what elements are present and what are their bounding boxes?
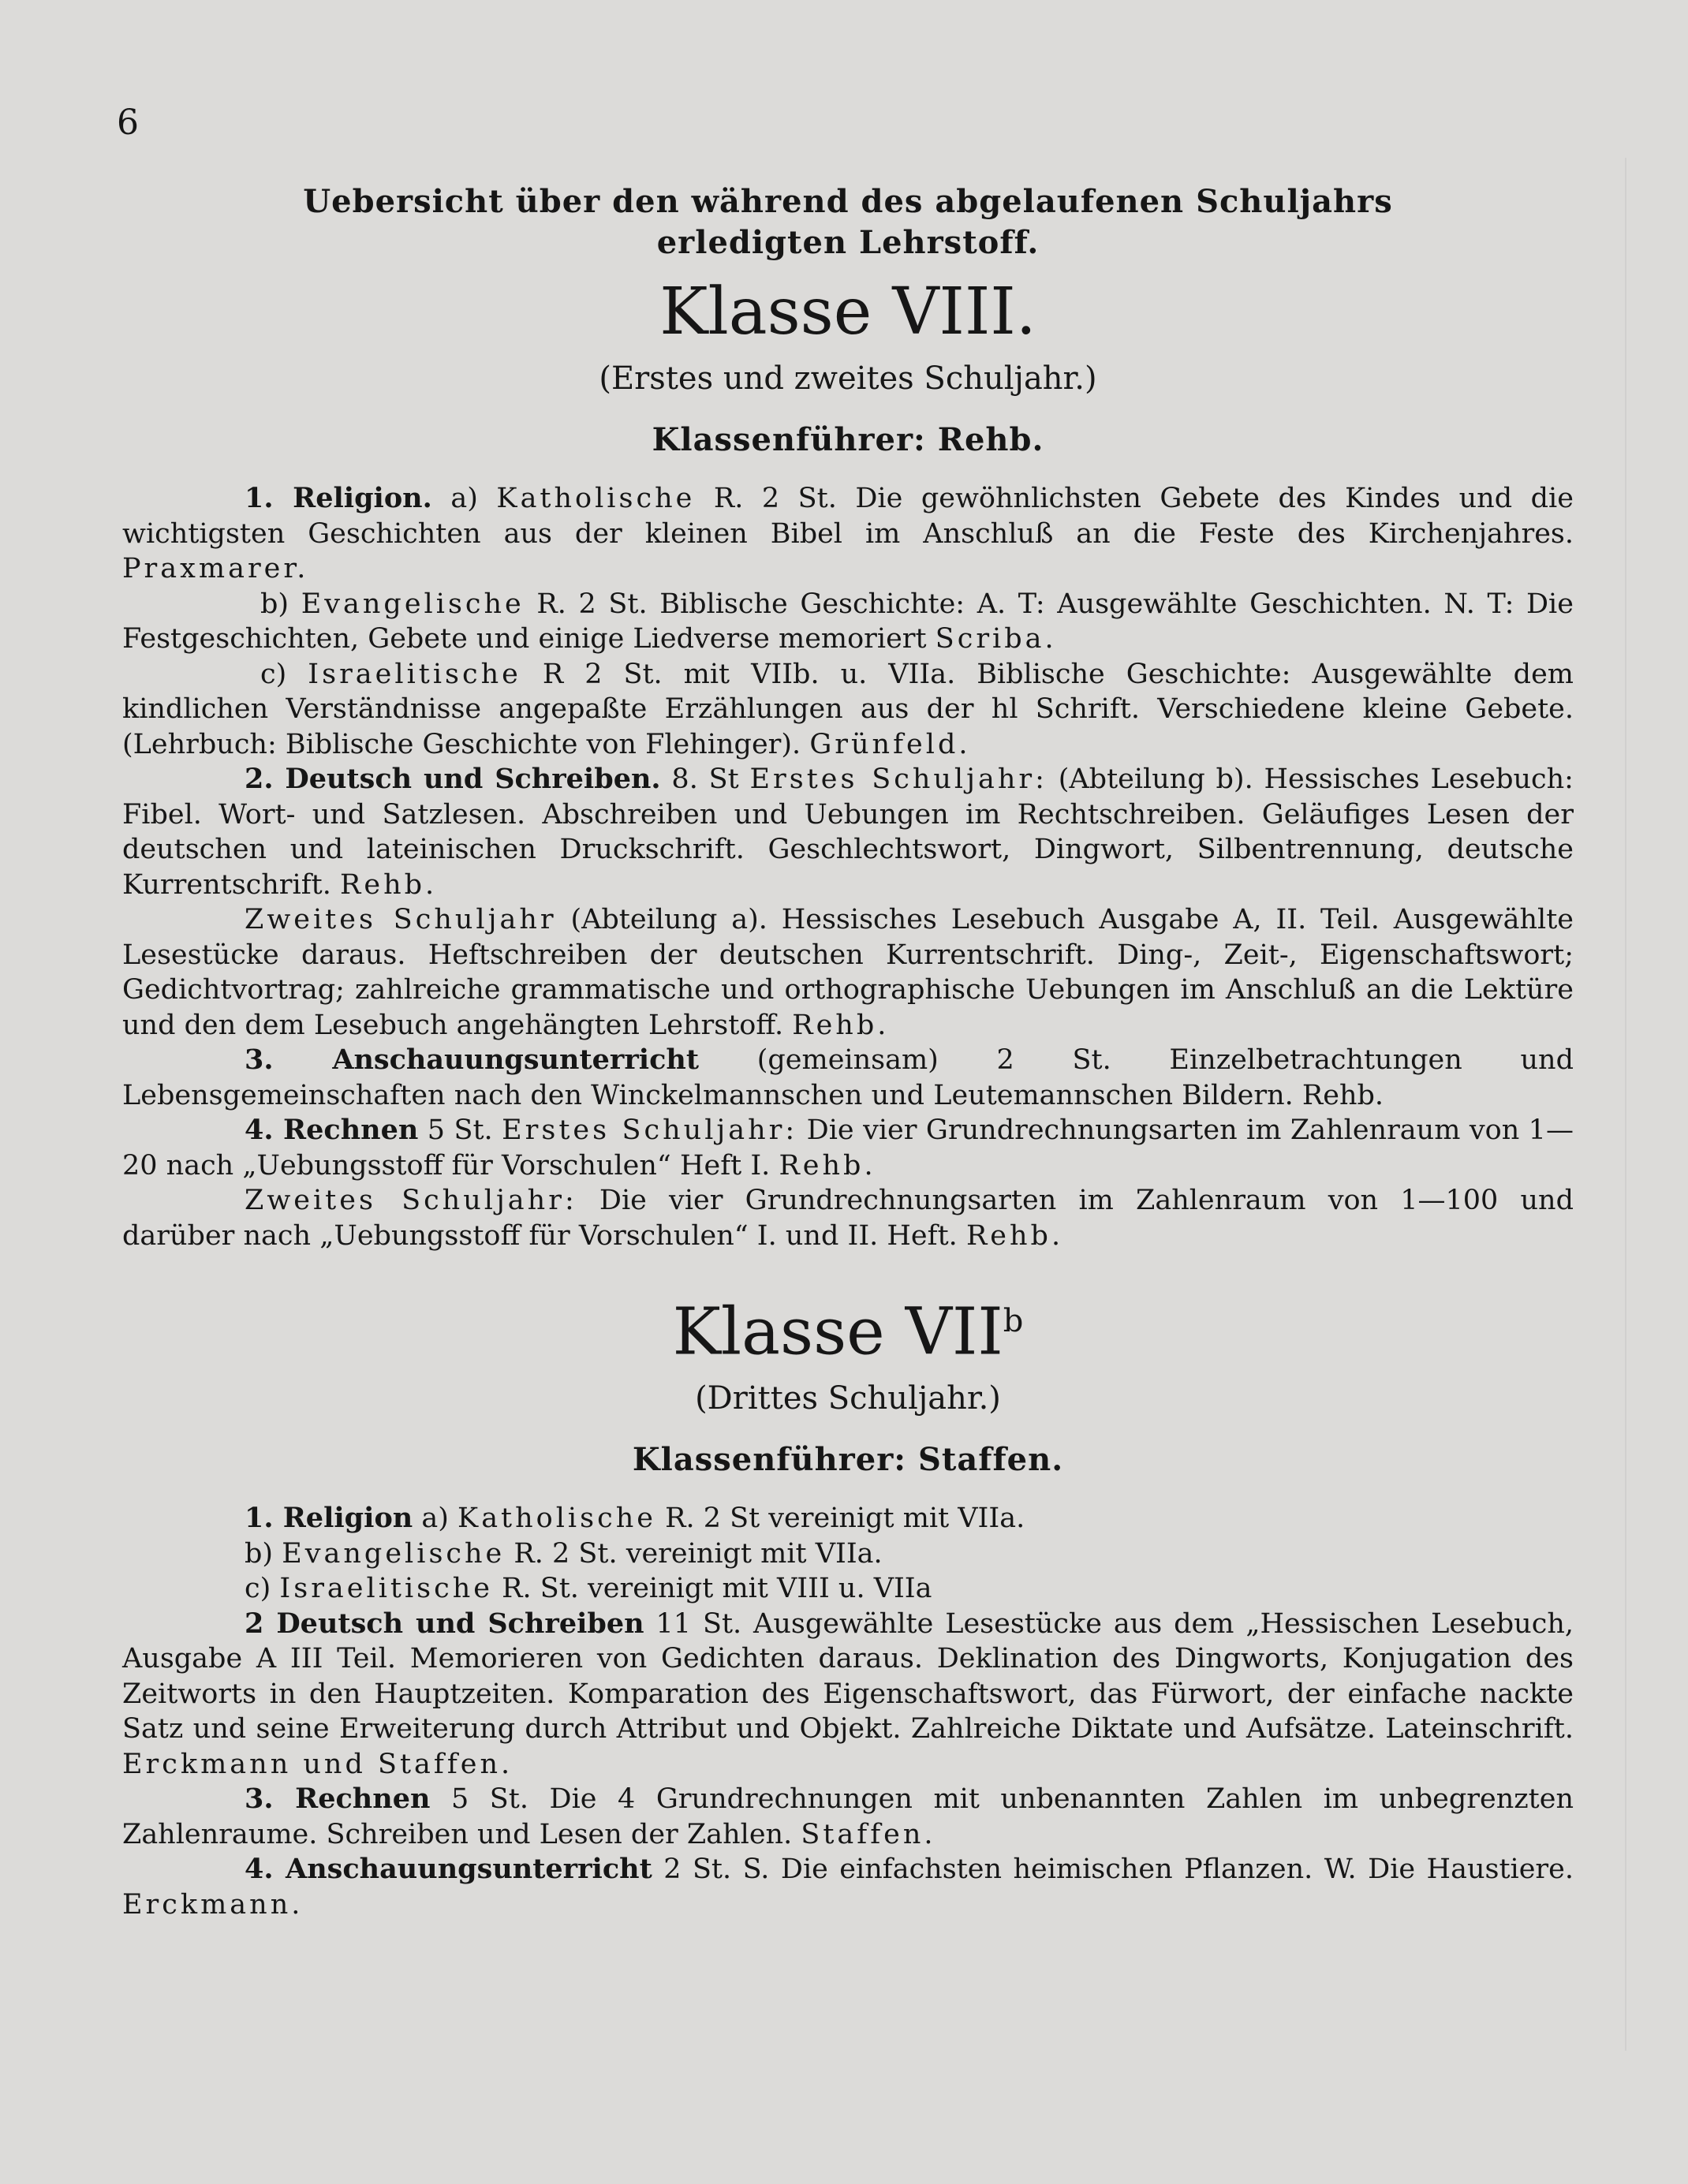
viii-anschauung-teacher: Rehb. (1301, 1079, 1384, 1111)
viib-anschauung (122, 1852, 1574, 1922)
viii-religion-a-marker: a) (450, 483, 478, 514)
viib-deutsch-text: 11 St. Ausgewählte Lesestücke aus dem „Hessischen Lesebuch, Ausgabe A III Teil. Memorieren von Gedichten daraus. Deklination des Dingworts, Konjugation des Zeitworts in den Hauptzeiten. Komparation des Eigenschaftswort, das Fürwort, der einfache nackte Satz und seine Erweiterung durch Attribut und Objekt. Zahlreiche Diktate und Aufsätze. Lateinschrift. (122, 1607, 1574, 1745)
viii-deutsch-1 (122, 762, 1574, 902)
viib-religion-a-marker: a) (421, 1503, 449, 1535)
viii-deutsch-abt1: (Abteilung b). (1058, 763, 1253, 795)
viib-religion-b-text: R. 2 St. vereinigt mit VIIa. (513, 1537, 883, 1570)
viii-religion-c-marker: c) (260, 658, 287, 690)
viib-religion-c (122, 1571, 1574, 1607)
viib-religion-a-text: R. 2 St vereinigt mit VIIa. (665, 1503, 1025, 1535)
klasse-viii-subtitle: (Erstes und zweites Schuljahr.) (599, 360, 1097, 397)
klasse-viib-title (122, 1282, 1574, 1372)
viii-anschauung-text: (gemeinsam) 2 St. Einzelbetrachtungen und Lebensgemeinschaften nach den Winckelmannschen und Leutemannschen Bildern. (122, 1044, 1574, 1111)
viib-deutsch-heading: 2 Deutsch und Schreiben (245, 1607, 644, 1640)
viii-deutsch-teacher1: Rehb. (340, 868, 438, 901)
viib-religion-b-marker: b) (245, 1537, 274, 1570)
bleed-through (1625, 158, 1674, 2051)
section-klasse-viib (122, 1282, 1574, 1922)
viii-religion-b-marker: b) (260, 588, 289, 620)
viii-religion-b (122, 587, 1574, 657)
page-heading: Uebersicht über den während des abgelaufenen Schuljahrs erledigten Lehrstoff. (303, 183, 1393, 261)
viii-rechnen-2 (122, 1183, 1574, 1253)
viib-rechnen-text: 5 St. Die 4 Grundrechnungen mit unbenannten Zahlen im unbegrenzten Zahlenraume. Schreiben und Lesen der Zahlen. (122, 1783, 1574, 1850)
viii-religion-c (122, 657, 1574, 763)
viib-anschauung-heading: 4. Anschauungsunterricht (245, 1853, 652, 1886)
klasse-viib-leader: Klassenführer: Staffen. (632, 1441, 1064, 1479)
viib-religion-heading: 1. Religion (245, 1502, 413, 1535)
klasse-viii-leader: Klassenführer: Rehb. (652, 421, 1044, 458)
viib-deutsch-teacher: Erckmann und Staffen. (122, 1748, 513, 1780)
viib-religion-a (122, 1501, 1574, 1536)
viii-rechnen-text1: Die vier Grundrechnungsarten im Zahlenraum von 1—20 nach „Uebungsstoff für Vorschulen“ Heft I. (122, 1114, 1574, 1182)
viii-religion-c-text: R 2 St. mit VIIb. u. VIIa. Biblische Geschichte: Ausgewählte dem kindlichen Verständnisse angepaßte Erzählungen aus der hl Schrift. Verschiedene kleine Gebete. (Lehrbuch: Biblische Geschichte von Flehinger). (122, 658, 1574, 760)
viib-religion-c-denomination: Israelitische (279, 1573, 493, 1605)
viii-rechnen-teacher2: Rehb. (965, 1219, 1064, 1252)
viii-deutsch-year1: Erstes Schuljahr: (749, 763, 1048, 795)
viii-religion-a (122, 481, 1574, 587)
section-klasse-viii (122, 273, 1574, 1253)
viib-anschauung-text: 2 St. S. Die einfachsten heimischen Pflanzen. W. Die Haustiere. (663, 1854, 1574, 1886)
viii-rechnen-heading: 4. Rechnen (245, 1114, 419, 1146)
viii-rechnen-year2: Zweites Schuljahr: (245, 1185, 577, 1216)
viib-religion-b (122, 1536, 1574, 1572)
viii-religion-b-denomination: Evangelische (301, 588, 525, 620)
viii-religion-a-denomination: Katholische (496, 483, 696, 514)
klasse-viib-title-text: Klasse VII (672, 1294, 1003, 1370)
viii-deutsch-heading: 2. Deutsch und Schreiben. (245, 763, 661, 795)
klasse-viib-subtitle: (Drittes Schuljahr.) (695, 1380, 1001, 1417)
viib-religion-b-denomination: Evangelische (282, 1537, 506, 1570)
viib-anschauung-teacher: Erckmann. (122, 1888, 304, 1921)
klasse-viib-title-sup: b (1003, 1303, 1024, 1339)
viii-deutsch-text2: Hessisches Lesebuch Ausgabe A, II. Teil. Ausgewählte Lesestücke daraus. Heftschreiben der deutschen Kurrentschrift. Ding-, Zeit-, Eigenschaftswort; Gedichtvortrag; zahlreiche grammatische und orthographische Uebungen im Anschluß an die Lektüre und den dem Lesebuch angehängten Lehrstoff. (122, 904, 1574, 1041)
viii-anschauung-heading: 3. Anschauungsunterricht (245, 1043, 700, 1076)
viib-religion-a-denomination: Katholische (457, 1503, 656, 1535)
viii-religion-a-teacher: Praxmarer. (122, 553, 309, 584)
viii-deutsch-teacher2: Rehb. (792, 1009, 890, 1041)
viib-rechnen (122, 1782, 1574, 1852)
viii-religion-a-text: R. 2 St. Die gewöhnlichsten Gebete des Kindes und die wichtigsten Geschichten aus der kleinen Bibel im Anschluß an die Feste des Kirchenjahres. (122, 483, 1574, 550)
viib-religion-c-marker: c) (245, 1573, 271, 1605)
viib-rechnen-teacher: Staffen. (801, 1818, 936, 1850)
viib-religion-c-text: R. St. vereinigt mit VIII u. VIIa (502, 1573, 932, 1605)
viii-deutsch-text1: Hessisches Lesebuch: Fibel. Wort- und Satzlesen. Abschreiben und Uebungen im Rechtschreiben. Geläufiges Lesen der deutschen und lateinischen Druckschrift. Geschlechtswort, Dingwort, Silbentrennung, deutsche Kurrentschrift. (122, 763, 1574, 901)
viii-rechnen-teacher1: Rehb. (779, 1149, 876, 1182)
viii-rechnen-hours: 5 St. (427, 1114, 493, 1146)
viib-rechnen-heading: 3. Rechnen (245, 1783, 431, 1816)
viii-religion-heading: 1. Religion. (245, 482, 432, 514)
viii-rechnen-year1: Erstes Schuljahr: (502, 1114, 798, 1146)
viii-religion-c-teacher: Grünfeld. (809, 728, 971, 760)
page-content (122, 181, 1574, 1922)
viii-rechnen-1 (122, 1113, 1574, 1183)
viii-religion-c-denomination: Israelitische (308, 658, 521, 690)
viib-deutsch (122, 1607, 1574, 1783)
viii-deutsch-abt2: (Abteilung a). (570, 904, 767, 935)
viii-rechnen-text2: Die vier Grundrechnungsarten im Zahlenraum von 1—100 und darüber nach „Uebungsstoff für Vorschulen“ I. und II. Heft. (122, 1185, 1574, 1252)
viii-deutsch-2 (122, 902, 1574, 1043)
viii-deutsch-year2: Zweites Schuljahr (245, 904, 557, 935)
viii-religion-b-teacher: Scriba. (935, 623, 1057, 655)
viii-anschauung (122, 1043, 1574, 1113)
viii-deutsch-hours: 8. St (671, 763, 739, 795)
page-number: 6 (117, 103, 139, 143)
klasse-viii-title: Klasse VIII. (659, 274, 1036, 349)
viii-religion-b-text: R. 2 St. Biblische Geschichte: A. T: Ausgewählte Geschichten. N. T: Die Festgeschichten, Gebete und einige Liedverse memoriert (122, 588, 1574, 655)
